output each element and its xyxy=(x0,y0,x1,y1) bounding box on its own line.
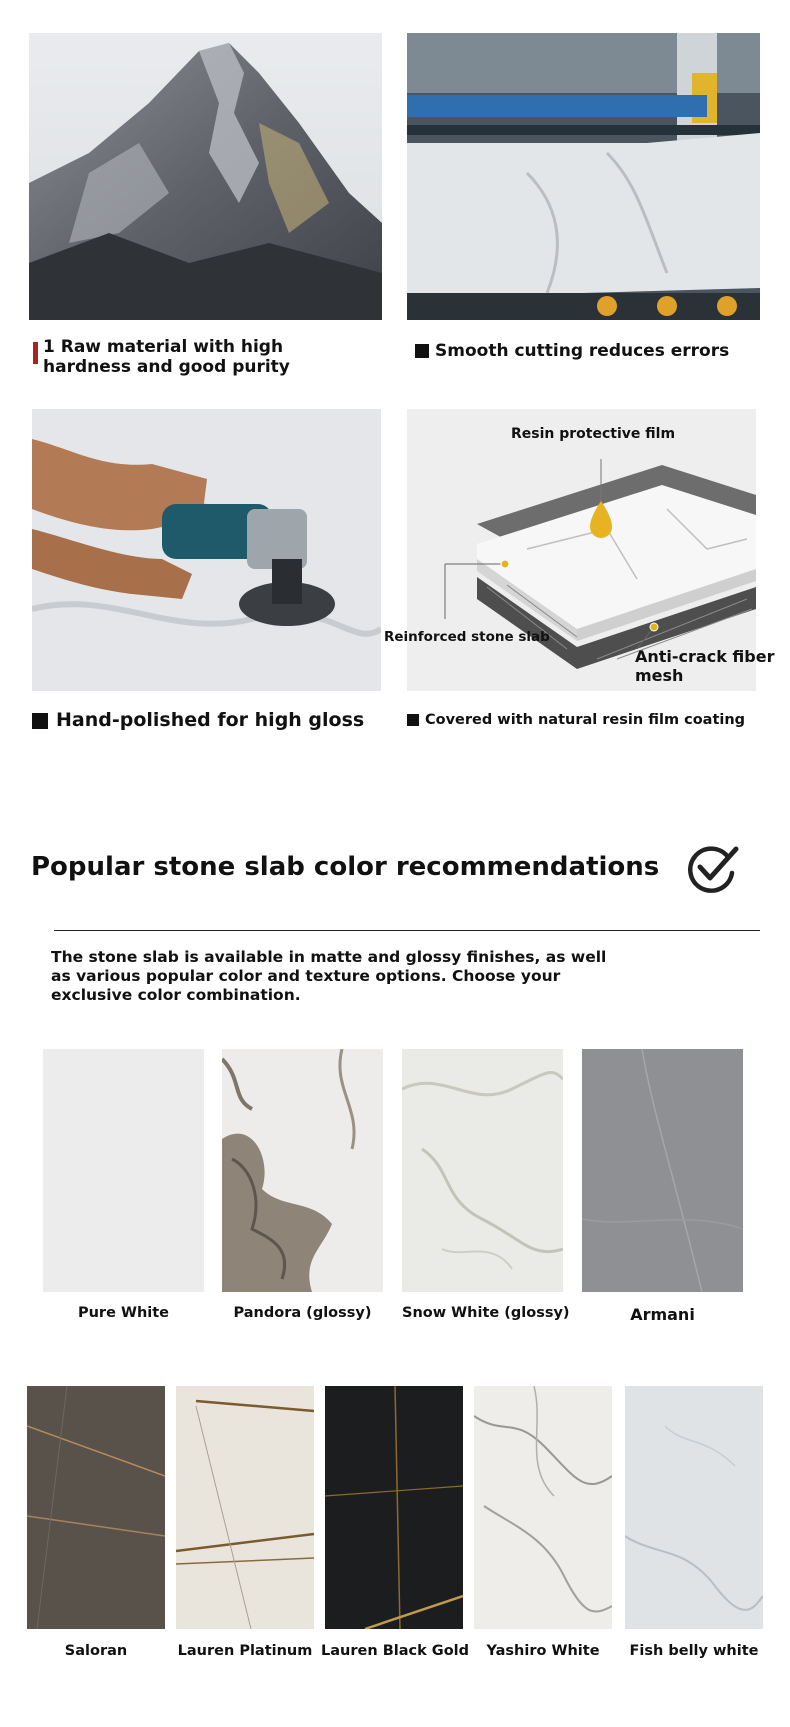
feature-label-polished xyxy=(32,709,364,732)
label-anti-crack-mesh xyxy=(635,647,774,685)
section-divider xyxy=(54,930,760,931)
mountain-photo xyxy=(29,33,382,320)
swatch-label: Pure White xyxy=(77,1305,170,1321)
section-title: Popular stone slab color recommendations xyxy=(31,852,660,882)
swatch-snow-white xyxy=(402,1049,563,1292)
swatch-yashiro-white xyxy=(474,1386,612,1629)
swatch-label: Yashiro White xyxy=(486,1643,600,1659)
square-bullet-icon xyxy=(407,714,419,726)
cutting-machine-photo xyxy=(407,33,760,320)
polishing-photo xyxy=(32,409,381,691)
swatch-label: Lauren Platinum xyxy=(177,1643,313,1659)
swatch-pandora xyxy=(222,1049,383,1292)
feature-label-resin xyxy=(407,712,745,729)
label-resin-film: Resin protective film xyxy=(511,426,676,442)
feature-label-cutting xyxy=(415,341,729,361)
section-description: The stone slab is available in matte and glossy finishes, as well as various popular color and texture options. Choose your exclusive color combination. xyxy=(51,948,607,1004)
callout-line: mesh xyxy=(635,666,684,685)
swatch-label: Lauren Black Gold xyxy=(321,1643,470,1659)
feature-label-raw-material xyxy=(43,337,290,378)
feature-label-text: Smooth cutting reduces errors xyxy=(435,341,730,361)
swatch-fish-belly-white xyxy=(625,1386,763,1629)
feature-label-line: 1 Raw material with high xyxy=(43,337,284,357)
label-reinforced-slab: Reinforced stone slab xyxy=(384,629,550,645)
swatch-saloran xyxy=(27,1386,165,1629)
swatch-lauren-platinum xyxy=(176,1386,314,1629)
swatch-label: Saloran xyxy=(64,1643,128,1659)
swatch-lauren-black-gold xyxy=(325,1386,463,1629)
swatch-pure-white xyxy=(43,1049,204,1292)
feature-label-line: hardness and good purity xyxy=(43,357,290,378)
swatch-label: Fish belly white xyxy=(629,1643,759,1659)
check-circle-icon xyxy=(684,843,740,893)
feature-label-text: Covered with natural resin film coating xyxy=(425,712,746,728)
swatch-label: Pandora (glossy) xyxy=(233,1305,372,1321)
feature-label-text: Hand-polished for high gloss xyxy=(56,709,365,731)
swatch-label: Snow White (glossy) xyxy=(402,1305,570,1321)
feature-marker xyxy=(33,342,38,364)
swatch-label: Armani xyxy=(630,1305,695,1324)
callout-line: Anti-crack fiber xyxy=(635,647,775,666)
square-bullet-icon xyxy=(32,713,48,729)
square-bullet-icon xyxy=(415,344,429,358)
swatch-armani xyxy=(582,1049,743,1292)
